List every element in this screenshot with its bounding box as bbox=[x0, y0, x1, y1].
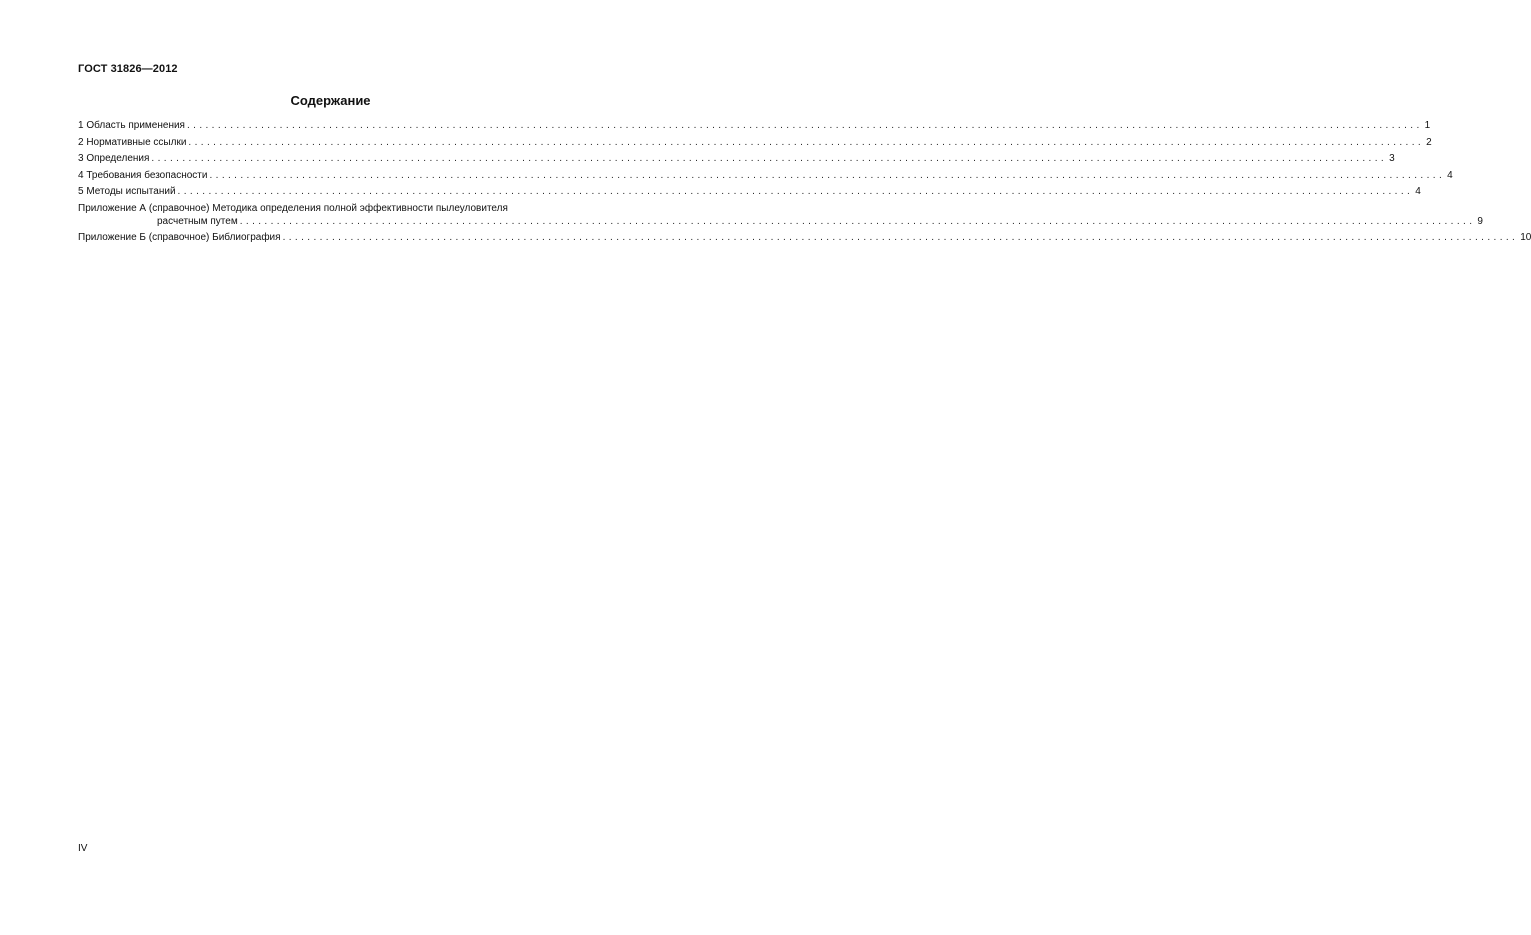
toc-leader-dots: ........................................................................................................................................................................................................ bbox=[209, 169, 1446, 181]
toc-entry-label: 4 Требования безопасности bbox=[78, 169, 208, 181]
toc-entry-page: 9 bbox=[1477, 215, 1483, 227]
toc-entry-page: 10 bbox=[1520, 232, 1531, 243]
toc-title: Содержание bbox=[290, 93, 371, 108]
toc-entry-safety-requirements[interactable] bbox=[78, 169, 1453, 182]
toc-entry-page: 4 bbox=[1415, 186, 1421, 197]
toc-entry-label: 2 Нормативные ссылки bbox=[78, 136, 187, 148]
toc-entry-page: 4 bbox=[1447, 169, 1453, 181]
toc-leader-dots: ........................................................................................................................................................................................................ bbox=[239, 215, 1476, 227]
toc-entry-normative-references[interactable] bbox=[78, 136, 1432, 149]
standard-designation: ГОСТ 31826—2012 bbox=[78, 63, 178, 75]
toc-entry-page: 3 bbox=[1389, 153, 1395, 164]
toc-entry-appendix-a[interactable] bbox=[78, 202, 1483, 228]
toc-entry-label: 3 Определения bbox=[78, 153, 150, 164]
toc-leader-dots: ........................................................................................................................................................................................................ bbox=[188, 136, 1425, 148]
toc-leader-dots: ........................................................................................................................................................................................................ bbox=[186, 120, 1423, 131]
page-number: IV bbox=[78, 843, 88, 854]
toc-entry-label: 5 Методы испытаний bbox=[78, 186, 176, 197]
toc-entry-label: Приложение Б (справочное) Библиография bbox=[78, 232, 281, 243]
toc-entry-page: 1 bbox=[1424, 120, 1431, 131]
toc-entry-page: 2 bbox=[1426, 136, 1432, 148]
toc-leader-dots: ........................................................................................................................................................................................................ bbox=[151, 153, 1388, 164]
toc-leader-dots: ........................................................................................................................................................................................................ bbox=[282, 232, 1519, 243]
toc-entry-definitions[interactable] bbox=[78, 152, 1395, 165]
toc-entry-appendix-b[interactable] bbox=[78, 231, 1531, 244]
toc-entry-test-methods[interactable] bbox=[78, 185, 1421, 198]
toc-entry-label-line2: расчетным путем bbox=[157, 215, 238, 227]
table-of-contents bbox=[78, 119, 1531, 248]
toc-entry-scope[interactable] bbox=[78, 119, 1431, 132]
toc-entry-label-line1: Приложение А (справочное) Методика определения полной эффективности пылеуловителя bbox=[78, 202, 508, 214]
toc-entry-label: 1 Область применения bbox=[78, 120, 185, 131]
toc-leader-dots: ........................................................................................................................................................................................................ bbox=[177, 186, 1414, 197]
